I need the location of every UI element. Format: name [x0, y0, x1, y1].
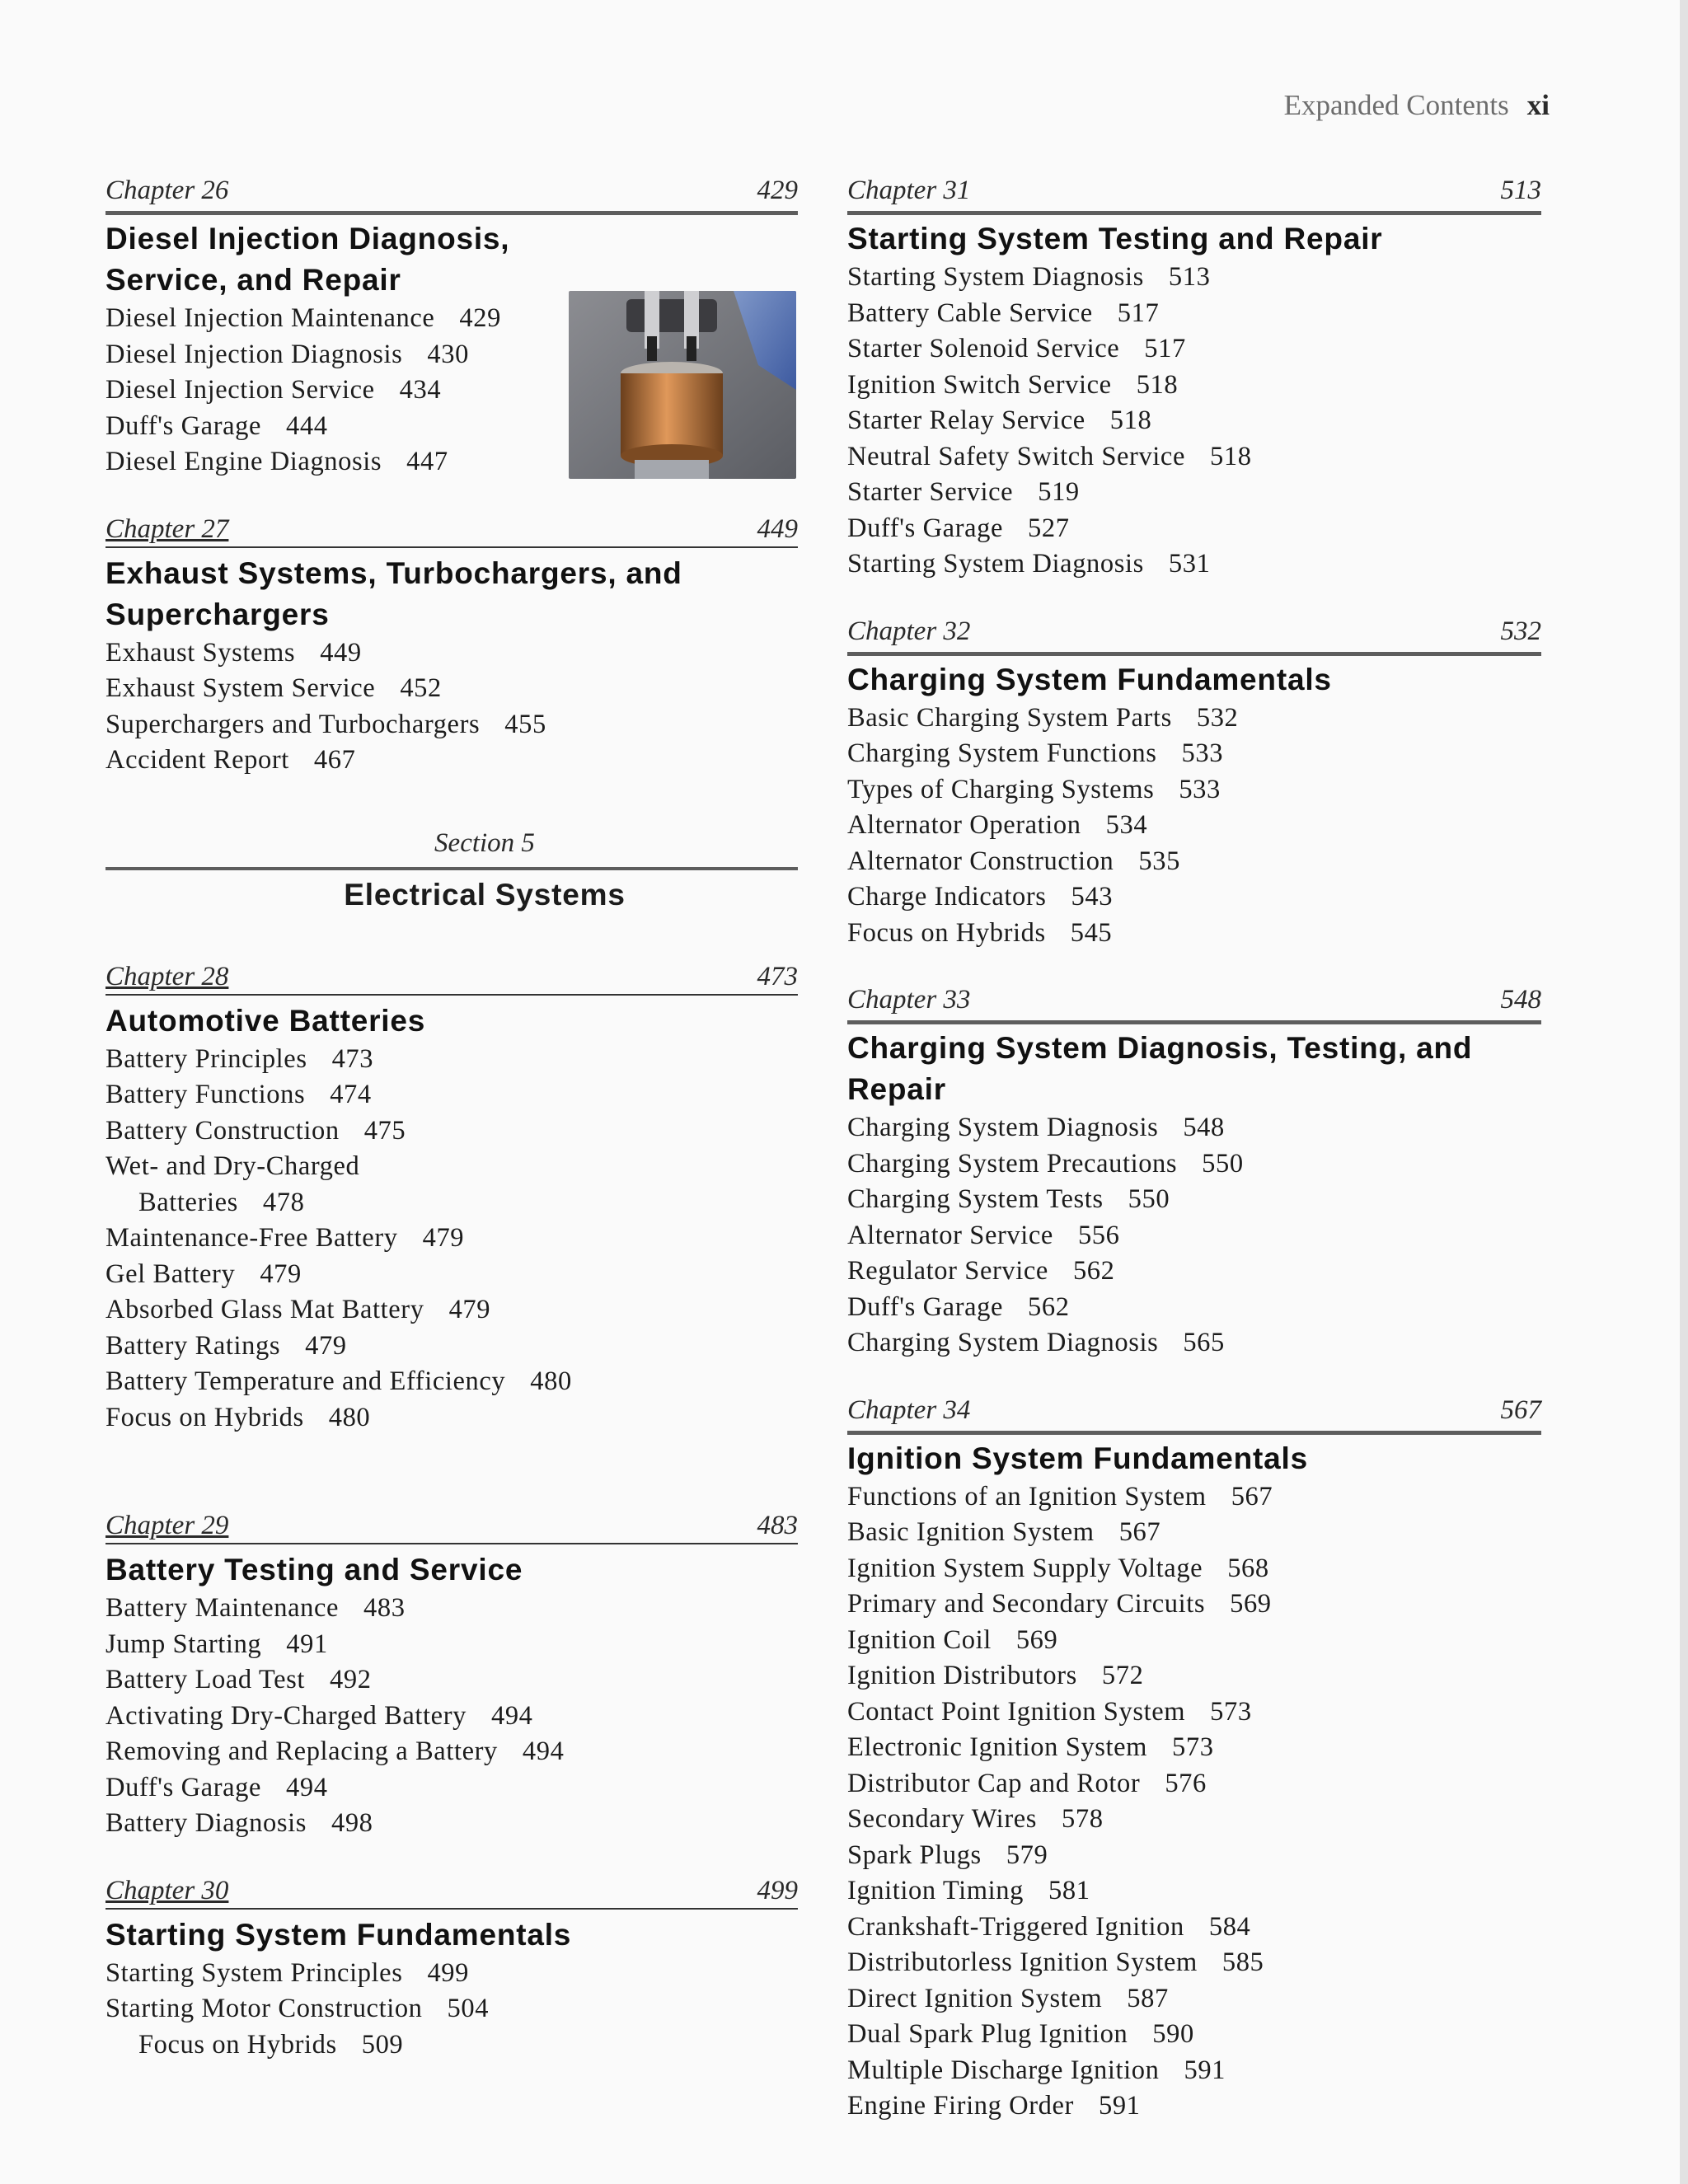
toc-entry [106, 1627, 798, 1663]
toc-entry-title: Starter Solenoid Service [847, 334, 1120, 363]
running-header-title: Expanded Contents [1283, 89, 1509, 121]
toc-entry-page: 569 [1015, 1624, 1058, 1655]
toc-entry [847, 1658, 1541, 1694]
toc-entry [847, 439, 1541, 476]
toc-entry-title: Battery Diagnosis [106, 1808, 307, 1838]
chapter-heading [847, 175, 1541, 211]
toc-entry-title: Removing and Replacing a Battery [106, 1736, 498, 1766]
chapter-title: Charging System Fundamentals [847, 662, 1332, 696]
toc-entry-page: 444 [286, 410, 328, 441]
toc-entry-page: 467 [313, 745, 356, 775]
toc-entry-title: Electronic Ignition System [847, 1732, 1148, 1762]
toc-entry-page: 434 [399, 375, 442, 405]
toc-entry-title: Starting System Diagnosis [847, 262, 1144, 292]
toc-entry-page: 591 [1184, 2055, 1226, 2085]
toc-entry [847, 475, 1541, 511]
toc-entry [106, 743, 798, 779]
toc-entry-title: Charging System Diagnosis [847, 1328, 1159, 1357]
toc-entry [106, 1400, 798, 1436]
chapter-rule [847, 1020, 1541, 1024]
toc-entry [847, 701, 1541, 737]
chapter-title: Battery Testing and Service [106, 1553, 523, 1586]
toc-entry-title: Charge Indicators [847, 882, 1047, 912]
toc-entry-title: Focus on Hybrids [847, 917, 1046, 948]
chapter-30 [106, 1875, 798, 2064]
toc-entry-title: Gel Battery [106, 1258, 236, 1289]
chapter-heading [106, 1875, 798, 1910]
toc-entry-page: 479 [305, 1330, 347, 1361]
toc-entry [847, 2053, 1541, 2089]
chapter-page: 567 [1500, 1394, 1541, 1425]
toc-entry-title: Focus on Hybrids [138, 2029, 337, 2060]
toc-entry-title: Jump Starting [106, 1629, 262, 1659]
toc-entry-title: Exhaust System Service [106, 673, 376, 703]
toc-entry-page: 569 [1230, 1589, 1272, 1619]
toc-entry [847, 1623, 1541, 1659]
toc-entry-page: 579 [1006, 1840, 1048, 1870]
chapter-page: 513 [1500, 176, 1541, 205]
toc-entry [106, 707, 798, 743]
toc-entry-title: Charging System Precautions [847, 1148, 1178, 1179]
toc-entry-page: 535 [1138, 846, 1180, 876]
toc-entry [847, 1551, 1541, 1587]
toc-entry [847, 808, 1541, 844]
toc-entry [106, 1662, 798, 1699]
toc-entry [847, 1873, 1541, 1910]
toc-entry [106, 2027, 798, 2064]
toc-entry-page: 518 [1136, 369, 1179, 400]
toc-entry-page: 494 [490, 1700, 533, 1731]
toc-entry-title: Dual Spark Plug Ignition [847, 2019, 1128, 2049]
toc-entry [106, 1221, 798, 1257]
toc-entry-page: 479 [260, 1258, 302, 1289]
toc-entry-title: Charging System Diagnosis [847, 1113, 1159, 1142]
toc-entry [847, 1254, 1541, 1290]
chapter-34 [847, 1394, 1541, 2125]
toc-entry [106, 635, 798, 672]
toc-entry-title: Crankshaft-Triggered Ignition [847, 1911, 1184, 1942]
toc-entry-title: Alternator Service [847, 1220, 1053, 1250]
toc-entry-page: 533 [1179, 774, 1221, 804]
toc-entry-title: Focus on Hybrids [106, 1402, 304, 1432]
toc-entry [106, 1185, 798, 1221]
toc-entry-page: 480 [328, 1402, 371, 1432]
toc-entry [106, 1699, 798, 1735]
toc-entry-page: 429 [459, 303, 501, 333]
toc-entry [847, 1479, 1541, 1516]
toc-entry-title: Contact Point Ignition System [847, 1696, 1186, 1727]
toc-entry-page: 572 [1101, 1661, 1144, 1690]
chapter-heading [106, 1510, 798, 1544]
chapter-29 [106, 1510, 798, 1842]
toc-entry-page: 534 [1105, 810, 1148, 840]
toc-entry-page: 480 [530, 1366, 572, 1396]
chapter-label: Chapter 32 [847, 616, 971, 646]
chapter-label: Chapter 31 [847, 176, 971, 205]
toc-entry-page: 527 [1028, 513, 1070, 543]
toc-entry-page: 531 [1168, 549, 1211, 579]
toc-entry [847, 1945, 1541, 1981]
toc-entry-title: Diesel Engine Diagnosis [106, 447, 382, 476]
toc-entry [847, 1290, 1541, 1326]
entry-list [106, 1591, 798, 1842]
toc-entry [847, 2017, 1541, 2053]
toc-entry-title: Charging System Tests [847, 1184, 1104, 1214]
toc-entry-page: 584 [1208, 1911, 1251, 1942]
toc-entry [847, 1802, 1541, 1838]
toc-entry-title: Ignition Coil [847, 1624, 992, 1655]
toc-entry [847, 1838, 1541, 1874]
toc-entry [847, 331, 1541, 368]
toc-entry-page: 587 [1127, 1983, 1169, 2013]
toc-entry [106, 1257, 798, 1293]
toc-entry-title: Exhaust Systems [106, 637, 296, 668]
chapter-page: 473 [757, 961, 798, 991]
toc-entry-page: 585 [1221, 1947, 1264, 1977]
toc-entry-page: 556 [1077, 1220, 1120, 1250]
chapter-heading [847, 616, 1541, 652]
chapter-heading [847, 1394, 1541, 1431]
toc-entry-title: Battery Ratings [106, 1330, 281, 1361]
toc-entry-title: Neutral Safety Switch Service [847, 441, 1185, 471]
toc-entry-page: 519 [1038, 477, 1080, 507]
toc-entry-page: 550 [1128, 1184, 1170, 1214]
toc-entry-page: 475 [363, 1115, 406, 1146]
toc-entry-title: Secondary Wires [847, 1804, 1038, 1834]
toc-entry [847, 736, 1541, 772]
toc-entry-page: 518 [1210, 441, 1252, 471]
chapter-rule [106, 211, 798, 215]
toc-entry-title: Duff's Garage [847, 1291, 1004, 1322]
toc-entry-title: Diesel Injection Maintenance [106, 303, 435, 333]
entry-list [847, 701, 1541, 952]
toc-entry-page: 573 [1172, 1732, 1214, 1762]
entry-list [847, 1110, 1541, 1361]
toc-entry [847, 2088, 1541, 2125]
toc-entry-page: 543 [1071, 882, 1114, 912]
toc-entry-title: Absorbed Glass Mat Battery [106, 1295, 424, 1324]
toc-entry-page: 517 [1144, 334, 1186, 363]
toc-entry [847, 511, 1541, 547]
toc-entry-page: 590 [1152, 2019, 1194, 2049]
chapter-page: 532 [1500, 616, 1541, 646]
toc-entry-title: Ignition System Supply Voltage [847, 1553, 1203, 1583]
toc-entry [847, 1981, 1541, 2018]
toc-entry-title: Ignition Timing [847, 1876, 1024, 1905]
chapter-label: Chapter 27 [106, 513, 229, 544]
chapter-title: Starting System Testing and Repair [847, 222, 1383, 255]
section-label: Section 5 [434, 827, 535, 858]
toc-entry-title: Accident Report [106, 745, 289, 775]
toc-entry-title: Charging System Functions [847, 738, 1157, 768]
toc-entry-title: Duff's Garage [106, 1772, 262, 1802]
chapter-label: Chapter 26 [106, 176, 229, 205]
chapter-title: Charging System Diagnosis, Testing, and Repair [847, 1031, 1473, 1106]
entry-list [106, 1042, 798, 1436]
chapter-rule [847, 1431, 1541, 1435]
toc-entry-title: Functions of an Ignition System [847, 1481, 1207, 1511]
toc-entry-page: 581 [1048, 1876, 1090, 1905]
page-number: xi [1526, 89, 1550, 121]
toc-entry [847, 1110, 1541, 1146]
toc-entry-title: Types of Charging Systems [847, 774, 1155, 804]
toc-entry [847, 1730, 1541, 1766]
toc-entry-page: 565 [1183, 1328, 1225, 1357]
diesel-injector-photo [569, 291, 796, 479]
toc-entry-title: Battery Principles [106, 1043, 307, 1074]
toc-entry-title: Battery Maintenance [106, 1593, 340, 1623]
toc-entry-page: 567 [1231, 1481, 1273, 1511]
toc-entry [106, 1734, 798, 1770]
chapter-27 [106, 513, 798, 779]
toc-entry-page: 473 [331, 1043, 374, 1074]
toc-entry-page: 513 [1168, 262, 1211, 292]
toc-entry-title: Primary and Secondary Circuits [847, 1589, 1206, 1619]
toc-entry-page: 576 [1165, 1768, 1207, 1798]
chapter-31 [847, 175, 1541, 583]
toc-entry-page: 447 [406, 447, 448, 476]
toc-entry [106, 1806, 798, 1842]
toc-entry [847, 260, 1541, 296]
toc-entry-title: Distributorless Ignition System [847, 1947, 1198, 1977]
toc-entry-page: 494 [286, 1772, 328, 1802]
toc-entry-page: 455 [504, 709, 546, 739]
toc-entry-page: 491 [286, 1629, 328, 1659]
toc-entry-page: 550 [1202, 1148, 1244, 1179]
running-header [1245, 89, 1550, 122]
toc-entry-page: 479 [448, 1295, 491, 1324]
toc-entry-title: Multiple Discharge Ignition [847, 2055, 1160, 2085]
chapter-label: Chapter 28 [106, 961, 229, 991]
toc-entry-page: 518 [1109, 405, 1152, 435]
chapter-page: 548 [1500, 985, 1541, 1015]
toc-entry-title: Spark Plugs [847, 1840, 982, 1870]
toc-entry-page: 474 [330, 1080, 372, 1109]
toc-entry-page: 478 [262, 1187, 305, 1217]
toc-entry-title: Direct Ignition System [847, 1983, 1103, 2013]
toc-entry-page: 568 [1227, 1553, 1269, 1583]
toc-entry [847, 916, 1541, 952]
toc-entry-page: 578 [1062, 1804, 1104, 1834]
toc-entry-title: Wet- and Dry-Charged [106, 1151, 360, 1181]
toc-entry [106, 1956, 798, 1992]
chapter-28 [106, 961, 798, 1436]
section-5 [106, 828, 798, 920]
toc-entry-page: 504 [447, 1994, 490, 2023]
chapter-heading [106, 175, 798, 211]
toc-entry-page: 545 [1070, 917, 1113, 948]
toc-entry [106, 1991, 798, 2027]
toc-entry-page: 492 [330, 1665, 372, 1694]
entry-list [847, 260, 1541, 583]
toc-entry-title: Diesel Injection Diagnosis [106, 339, 403, 369]
toc-entry-page: 562 [1028, 1291, 1070, 1322]
toc-entry [847, 1515, 1541, 1551]
toc-entry [847, 1586, 1541, 1623]
toc-entry [106, 671, 798, 707]
toc-entry-page: 430 [427, 339, 469, 369]
toc-entry-title: Starting Motor Construction [106, 1994, 423, 2023]
toc-entry-title: Maintenance-Free Battery [106, 1223, 398, 1253]
toc-entry-title: Regulator Service [847, 1256, 1048, 1286]
toc-entry-title: Batteries [138, 1187, 238, 1217]
toc-entry-title: Basic Charging System Parts [847, 702, 1172, 733]
toc-entry-title: Starting System Diagnosis [847, 549, 1144, 579]
chapter-label: Chapter 30 [106, 1875, 229, 1905]
toc-entry-title: Engine Firing Order [847, 2091, 1074, 2121]
toc-entry-page: 498 [331, 1808, 373, 1838]
toc-entry-page: 509 [361, 2029, 404, 2060]
chapter-rule [847, 652, 1541, 656]
chapter-title: Ignition System Fundamentals [847, 1441, 1308, 1475]
toc-entry [847, 1694, 1541, 1731]
chapter-page: 499 [757, 1875, 798, 1905]
toc-entry-title: Distributor Cap and Rotor [847, 1768, 1141, 1798]
toc-entry [847, 403, 1541, 439]
chapter-page: 449 [757, 513, 798, 544]
toc-entry-title: Starter Relay Service [847, 405, 1085, 435]
chapter-label: Chapter 33 [847, 985, 971, 1015]
toc-entry [106, 1770, 798, 1807]
toc-entry [847, 368, 1541, 404]
right-column [847, 175, 1541, 2158]
toc-entry-title: Battery Load Test [106, 1665, 305, 1694]
toc-entry-title: Duff's Garage [106, 410, 262, 441]
toc-entry-title: Ignition Switch Service [847, 369, 1112, 400]
toc-entry-page: 567 [1118, 1517, 1161, 1547]
toc-entry [847, 844, 1541, 880]
toc-entry-title: Diesel Injection Service [106, 375, 375, 405]
toc-entry [847, 772, 1541, 808]
toc-entry [106, 1591, 798, 1627]
chapter-rule [847, 211, 1541, 215]
toc-entry-page: 591 [1098, 2091, 1141, 2121]
entry-list [106, 635, 798, 779]
toc-entry-title: Battery Functions [106, 1080, 306, 1109]
chapter-32 [847, 616, 1541, 952]
chapter-title: Automotive Batteries [106, 1003, 426, 1038]
toc-entry-title: Starting System Principles [106, 1957, 403, 1988]
entry-list [106, 1956, 798, 2064]
chapter-33 [847, 984, 1541, 1361]
toc-entry-page: 548 [1183, 1113, 1225, 1142]
toc-entry [106, 1149, 798, 1185]
toc-entry [847, 1325, 1541, 1361]
toc-entry-title: Starter Service [847, 477, 1014, 507]
toc-entry-page: 562 [1072, 1256, 1115, 1286]
toc-entry-page: 449 [320, 637, 362, 668]
toc-entry-title: Basic Ignition System [847, 1517, 1095, 1547]
toc-entry-page: 452 [400, 673, 442, 703]
entry-list [847, 1479, 1541, 2125]
toc-entry [106, 1113, 798, 1150]
chapter-label: Chapter 34 [847, 1394, 971, 1425]
toc-entry-page: 494 [522, 1736, 565, 1766]
toc-entry [847, 879, 1541, 916]
chapter-page: 429 [757, 176, 798, 205]
chapter-label: Chapter 29 [106, 1511, 229, 1540]
section-title: Electrical Systems [344, 877, 626, 912]
toc-entry [106, 1329, 798, 1365]
toc-entry [847, 1218, 1541, 1254]
toc-entry [847, 1146, 1541, 1183]
chapter-title: Diesel Injection Diagnosis, Service, and Repair [106, 222, 510, 297]
toc-entry-title: Alternator Operation [847, 810, 1081, 840]
chapter-heading [847, 984, 1541, 1020]
toc-entry-page: 517 [1117, 298, 1160, 328]
toc-entry-title: Battery Construction [106, 1115, 340, 1146]
toc-entry-page: 533 [1181, 738, 1224, 768]
toc-entry [847, 546, 1541, 583]
toc-entry [106, 1364, 798, 1400]
toc-entry-page: 483 [363, 1593, 406, 1623]
toc-entry-title: Battery Temperature and Efficiency [106, 1366, 506, 1396]
chapter-title: Starting System Fundamentals [106, 1917, 572, 1952]
toc-entry-title: Superchargers and Turbochargers [106, 709, 481, 739]
toc-entry-title: Activating Dry-Charged Battery [106, 1700, 467, 1731]
toc-entry [106, 1077, 798, 1113]
toc-entry-title: Battery Cable Service [847, 298, 1093, 328]
chapter-page: 483 [757, 1511, 798, 1540]
toc-entry [847, 1182, 1541, 1218]
chapter-title: Exhaust Systems, Turbochargers, and Superchargers [106, 555, 682, 631]
toc-entry-title: Ignition Distributors [847, 1661, 1077, 1690]
toc-entry [106, 1042, 798, 1078]
chapter-heading [106, 961, 798, 996]
toc-entry [847, 1766, 1541, 1802]
toc-entry-page: 532 [1196, 702, 1239, 733]
toc-entry-page: 499 [427, 1957, 470, 1988]
toc-entry-title: Alternator Construction [847, 846, 1114, 876]
toc-entry [847, 296, 1541, 332]
page-edge [1680, 0, 1688, 2184]
toc-entry-title: Duff's Garage [847, 513, 1004, 543]
chapter-heading [106, 513, 798, 548]
toc-entry [106, 1292, 798, 1329]
toc-entry-page: 573 [1210, 1696, 1252, 1727]
toc-entry-page: 479 [422, 1223, 465, 1253]
toc-entry [847, 1910, 1541, 1946]
